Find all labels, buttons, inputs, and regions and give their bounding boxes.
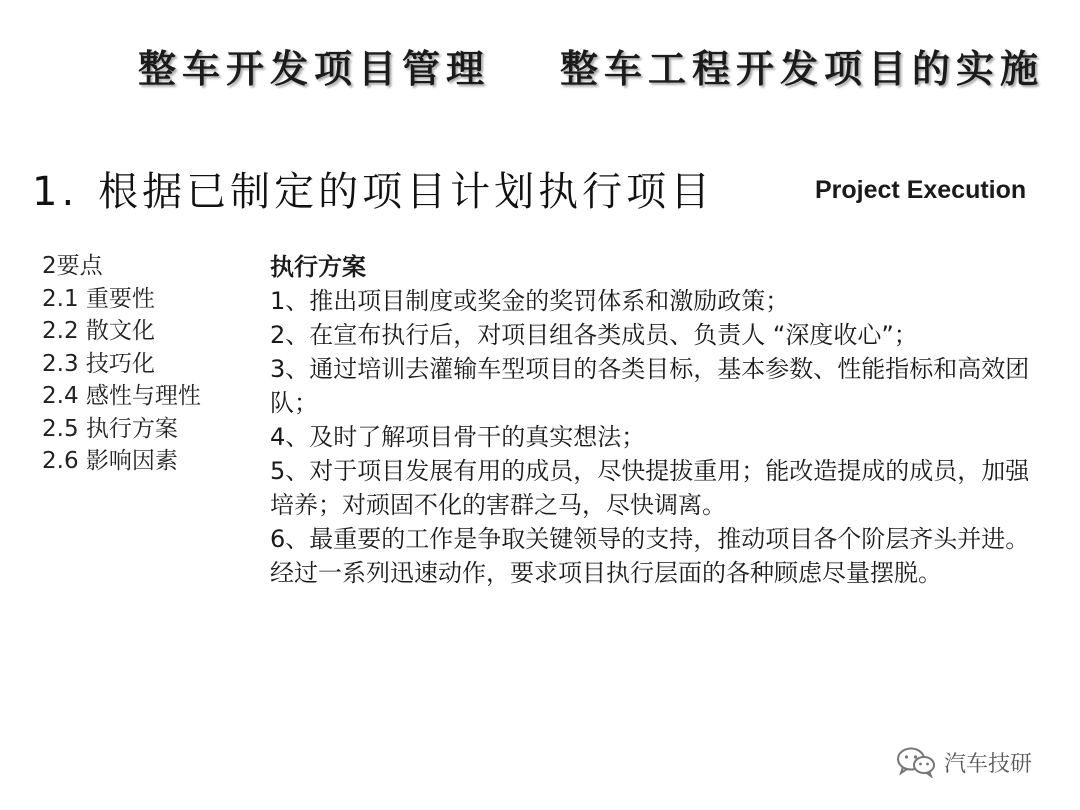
outline-item: 2.5 执行方案 bbox=[42, 415, 178, 442]
watermark-text: 汽车技研 bbox=[944, 751, 1033, 777]
section-title: 根据已制定的项目计划执行项目 bbox=[98, 169, 715, 215]
content-paragraph: 6、最重要的工作是争取关键领导的支持，推动项目各个阶层齐头并进。 bbox=[270, 525, 1030, 553]
header-title-left: 整车开发项目管理 bbox=[138, 46, 491, 91]
content-paragraph: 5、对于项目发展有用的成员，尽快提拔重用；能改造提成的成员，加强培养；对顽固不化的害群之马，尽快调离。 bbox=[270, 457, 1030, 519]
outline-item: 2.3 技巧化 bbox=[42, 350, 155, 377]
section-number: 1. bbox=[32, 169, 79, 215]
content-paragraph: 1、推出项目制度或奖金的奖罚体系和激励政策； bbox=[270, 287, 790, 315]
content-paragraph: 2、在宣布执行后，对项目组各类成员、负责人 “深度收心”； bbox=[270, 321, 918, 349]
section-title-english: Project Execution bbox=[815, 176, 1027, 204]
outline-item: 2.4 感性与理性 bbox=[42, 383, 201, 409]
outline-item: 2要点 bbox=[42, 253, 103, 279]
wechat-icon bbox=[896, 746, 936, 778]
content-paragraph: 4、及时了解项目骨干的真实想法； bbox=[270, 423, 646, 451]
content-body bbox=[270, 250, 1050, 590]
header-title-right: 整车工程开发项目的实施 bbox=[560, 46, 1045, 91]
watermark bbox=[896, 742, 1032, 782]
content-title: 执行方案 bbox=[270, 253, 366, 281]
outline-item: 2.6 影响因素 bbox=[42, 448, 178, 474]
content-paragraph: 3、通过培训去灌输车型项目的各类目标，基本参数、性能指标和高效团队； bbox=[270, 355, 1030, 417]
section-heading bbox=[32, 160, 714, 217]
outline-item: 2.1 重要性 bbox=[42, 285, 155, 312]
outline-list bbox=[42, 250, 242, 478]
outline-item: 2.2 散文化 bbox=[42, 318, 155, 344]
content-paragraph: 经过一系列迅速动作，要求项目执行层面的各种顾虑尽量摆脱。 bbox=[270, 559, 942, 587]
